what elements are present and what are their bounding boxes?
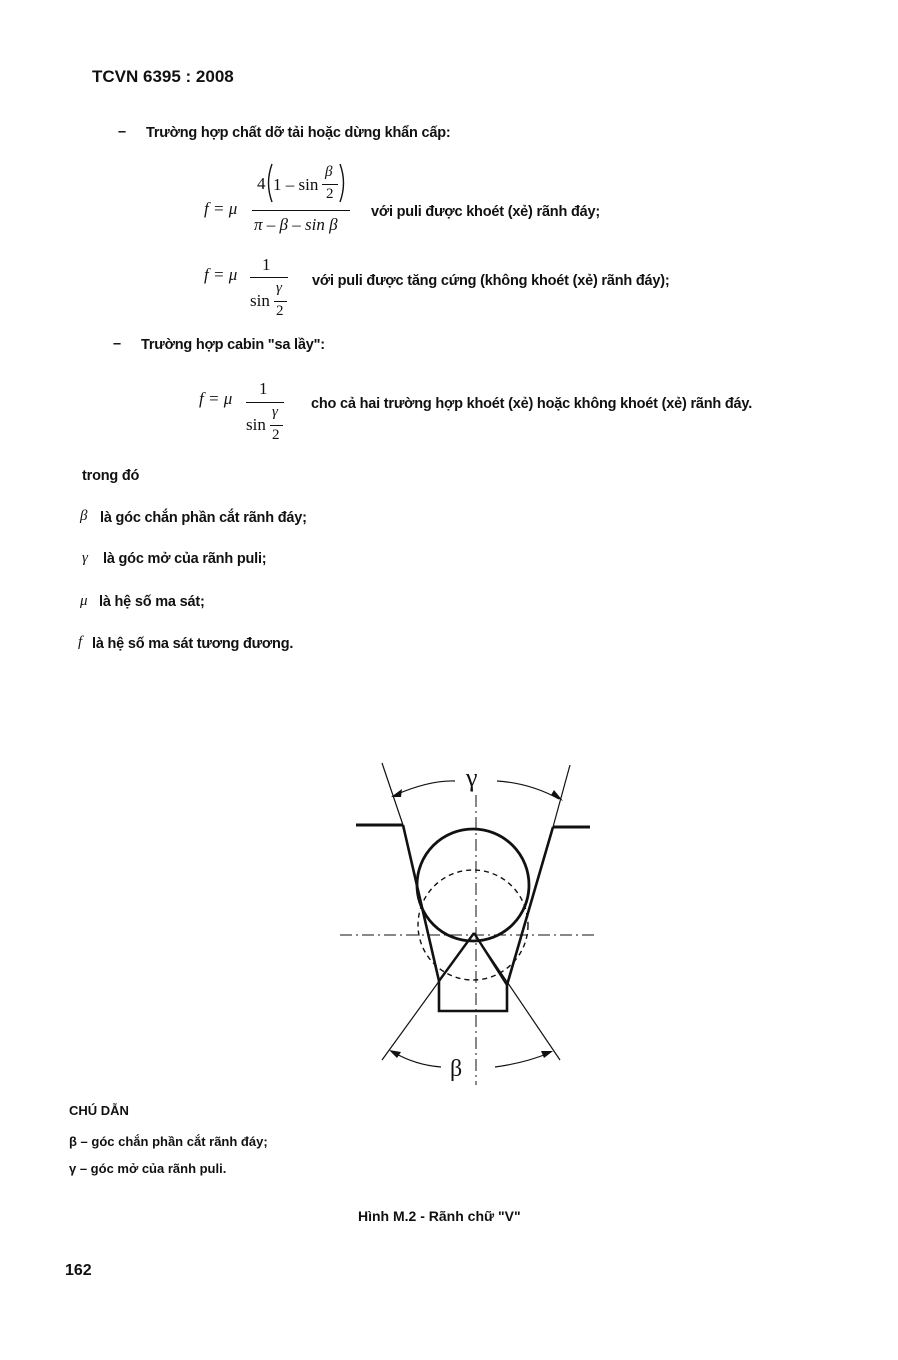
formula-note: cho cả hai trường hợp khoét (xẻ) hoặc không khoét (xẻ) rãnh đáy. <box>311 396 753 412</box>
where-intro: trong đó <box>82 468 140 484</box>
formula-lhs: f = μ <box>204 199 238 218</box>
formula-lhs: f = μ <box>199 389 233 408</box>
figure-caption: Hình M.2 - Rãnh chữ "V" <box>358 1208 521 1224</box>
where-text-mu: là hệ số ma sát; <box>99 594 205 610</box>
where-symbol-beta: β <box>80 508 88 524</box>
legend-item-beta: β – góc chắn phần cắt rãnh đáy; <box>69 1134 268 1149</box>
bullet-dash: – <box>118 124 126 140</box>
legend-title: CHÚ DẪN <box>69 1103 129 1118</box>
formula-den-frac-line <box>274 301 287 302</box>
formula-den-frac-den: 2 <box>276 303 284 319</box>
formula-numerator: 1 <box>259 379 268 398</box>
formula-denominator: π – β – sin β <box>254 215 338 234</box>
gamma-label: γ <box>466 763 478 792</box>
bullet-dash: – <box>113 336 121 352</box>
formula-den-frac-line <box>270 425 283 426</box>
where-symbol-mu: μ <box>80 593 88 609</box>
formula-fraction-line <box>250 277 288 278</box>
where-symbol-f: f <box>78 634 83 650</box>
paren-right-icon <box>338 163 348 203</box>
formula-fraction-line <box>252 210 350 211</box>
page-number: 162 <box>65 1262 92 1279</box>
where-text-beta: là góc chắn phần cắt rãnh đáy; <box>100 510 307 526</box>
beta-label: β <box>450 1056 463 1082</box>
numerator-frac-line <box>322 184 338 185</box>
formula-numerator: 1 <box>262 255 271 274</box>
where-text-gamma: là góc mở của rãnh puli; <box>103 551 267 567</box>
formula-den-sin: sin <box>246 415 266 434</box>
formula-den-frac-num: γ <box>272 404 278 420</box>
legend-item-gamma: γ – góc mở của rãnh puli. <box>69 1161 227 1176</box>
formula-note: với puli được khoét (xẻ) rãnh đáy; <box>371 204 600 220</box>
case-emergency-label: Trường hợp chất dỡ tải hoặc dừng khẩn cấp: <box>146 125 451 141</box>
case-stuck-label: Trường hợp cabin "sa lầy": <box>141 337 325 353</box>
where-symbol-gamma: γ <box>82 550 88 566</box>
formula-note: với puli được tăng cứng (không khoét (xẻ) rãnh đáy); <box>312 273 670 289</box>
formula-den-frac-den: 2 <box>272 427 280 443</box>
standard-header: TCVN 6395 : 2008 <box>92 67 234 86</box>
formula-den-frac-num: γ <box>276 280 282 296</box>
formula-lhs: f = μ <box>204 265 238 284</box>
formula-fraction-line <box>246 402 284 403</box>
v-groove-figure <box>335 755 605 1090</box>
numerator-one-minus-sin: 1 – sin <box>273 175 319 194</box>
numerator-coef: 4 <box>257 174 266 193</box>
where-text-f: là hệ số ma sát tương đương. <box>92 636 294 652</box>
formula-den-sin: sin <box>250 291 270 310</box>
numerator-frac-num: β <box>325 164 333 180</box>
numerator-frac-den: 2 <box>326 186 334 202</box>
